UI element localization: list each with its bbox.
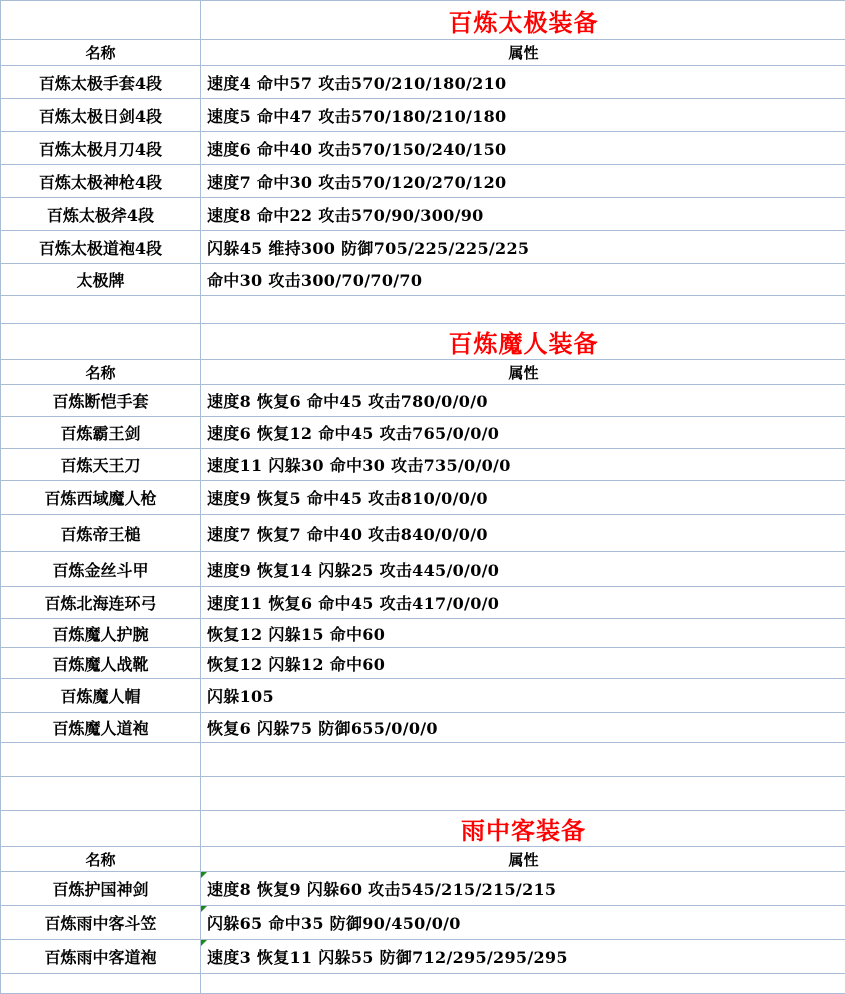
item-name[interactable]: 太极牌 — [1, 264, 201, 296]
header-row — [1, 847, 845, 872]
item-name[interactable]: 百炼太极道袍4段 — [1, 231, 201, 264]
column-header-name[interactable]: 名称 — [1, 847, 201, 872]
column-header-name[interactable]: 名称 — [1, 40, 201, 66]
blank-row — [1, 296, 845, 324]
table-row — [1, 66, 845, 99]
item-name[interactable]: 百炼太极日剑4段 — [1, 99, 201, 132]
table-row — [1, 552, 845, 587]
table-row — [1, 906, 845, 940]
item-name[interactable]: 百炼魔人帽 — [1, 679, 201, 713]
item-attr[interactable]: 速度9 恢复5 命中45 攻击810/0/0/0 — [201, 481, 845, 515]
table-row — [1, 198, 845, 231]
section-title-row — [1, 324, 845, 360]
item-attr[interactable]: 速度3 恢复11 闪躲55 防御712/295/295/295 — [201, 940, 845, 974]
blank-row — [1, 743, 845, 777]
item-name[interactable]: 百炼魔人战靴 — [1, 648, 201, 679]
table-row — [1, 515, 845, 552]
blank-cell[interactable] — [1, 743, 201, 777]
item-attr[interactable]: 速度7 恢复7 命中40 攻击840/0/0/0 — [201, 515, 845, 552]
item-name[interactable]: 百炼雨中客斗笠 — [1, 906, 201, 940]
item-attr[interactable]: 速度8 恢复9 闪躲60 攻击545/215/215/215 — [201, 872, 845, 906]
blank-cell[interactable] — [201, 296, 845, 324]
item-attr[interactable]: 速度6 命中40 攻击570/150/240/150 — [201, 132, 845, 165]
item-name[interactable]: 百炼太极神枪4段 — [1, 165, 201, 198]
item-name[interactable]: 百炼护国神剑 — [1, 872, 201, 906]
section-title-row — [1, 811, 845, 847]
table-row — [1, 713, 845, 743]
item-attr[interactable]: 闪躲65 命中35 防御90/450/0/0 — [201, 906, 845, 940]
item-attr[interactable]: 速度8 恢复6 命中45 攻击780/0/0/0 — [201, 385, 845, 417]
item-attr[interactable]: 闪躲45 维持300 防御705/225/225/225 — [201, 231, 845, 264]
item-attr[interactable]: 速度8 命中22 攻击570/90/300/90 — [201, 198, 845, 231]
item-attr[interactable]: 命中30 攻击300/70/70/70 — [201, 264, 845, 296]
item-name[interactable]: 百炼断恺手套 — [1, 385, 201, 417]
blank-cell[interactable] — [1, 296, 201, 324]
section-title[interactable]: 雨中客装备 — [201, 811, 845, 847]
blank-cell[interactable] — [1, 974, 201, 994]
table-row — [1, 872, 845, 906]
table-row — [1, 231, 845, 264]
item-name[interactable]: 百炼帝王槌 — [1, 515, 201, 552]
column-header-attr[interactable]: 属性 — [201, 40, 845, 66]
table-row — [1, 99, 845, 132]
item-attr[interactable]: 恢复12 闪躲15 命中60 — [201, 619, 845, 648]
item-name[interactable]: 百炼魔人护腕 — [1, 619, 201, 648]
item-attr[interactable]: 速度9 恢复14 闪躲25 攻击445/0/0/0 — [201, 552, 845, 587]
blank-cell[interactable] — [201, 974, 845, 994]
table-row — [1, 619, 845, 648]
blank-cell[interactable] — [1, 1, 201, 40]
item-attr[interactable]: 速度6 恢复12 命中45 攻击765/0/0/0 — [201, 417, 845, 449]
column-header-attr[interactable]: 属性 — [201, 847, 845, 872]
item-name[interactable]: 百炼霸王剑 — [1, 417, 201, 449]
item-name[interactable]: 百炼魔人道袍 — [1, 713, 201, 743]
item-attr[interactable]: 闪躲105 — [201, 679, 845, 713]
blank-row — [1, 777, 845, 811]
blank-cell[interactable] — [1, 324, 201, 360]
item-attr[interactable]: 恢复6 闪躲75 防御655/0/0/0 — [201, 713, 845, 743]
table-row — [1, 385, 845, 417]
blank-cell[interactable] — [1, 811, 201, 847]
blank-row — [1, 974, 845, 994]
table-row — [1, 417, 845, 449]
item-name[interactable]: 百炼西域魔人枪 — [1, 481, 201, 515]
section-title[interactable]: 百炼魔人装备 — [201, 324, 845, 360]
item-name[interactable]: 百炼天王刀 — [1, 449, 201, 481]
column-header-name[interactable]: 名称 — [1, 360, 201, 385]
item-name[interactable]: 百炼太极斧4段 — [1, 198, 201, 231]
table-row — [1, 264, 845, 296]
table-row — [1, 679, 845, 713]
item-attr[interactable]: 速度11 恢复6 命中45 攻击417/0/0/0 — [201, 587, 845, 619]
section-title[interactable]: 百炼太极装备 — [201, 1, 845, 40]
table-row — [1, 165, 845, 198]
blank-cell[interactable] — [201, 777, 845, 811]
table-row — [1, 587, 845, 619]
header-row — [1, 40, 845, 66]
table-row — [1, 481, 845, 515]
item-name[interactable]: 百炼太极月刀4段 — [1, 132, 201, 165]
item-attr[interactable]: 恢复12 闪躲12 命中60 — [201, 648, 845, 679]
blank-cell[interactable] — [201, 743, 845, 777]
table-row — [1, 132, 845, 165]
item-attr[interactable]: 速度11 闪躲30 命中30 攻击735/0/0/0 — [201, 449, 845, 481]
blank-cell[interactable] — [1, 777, 201, 811]
header-row — [1, 360, 845, 385]
table-row — [1, 940, 845, 974]
item-name[interactable]: 百炼太极手套4段 — [1, 66, 201, 99]
table-row — [1, 648, 845, 679]
item-name[interactable]: 百炼北海连环弓 — [1, 587, 201, 619]
item-attr[interactable]: 速度4 命中57 攻击570/210/180/210 — [201, 66, 845, 99]
table-row — [1, 449, 845, 481]
item-attr[interactable]: 速度7 命中30 攻击570/120/270/120 — [201, 165, 845, 198]
column-header-attr[interactable]: 属性 — [201, 360, 845, 385]
item-attr[interactable]: 速度5 命中47 攻击570/180/210/180 — [201, 99, 845, 132]
item-name[interactable]: 百炼雨中客道袍 — [1, 940, 201, 974]
section-title-row — [1, 1, 845, 40]
item-name[interactable]: 百炼金丝斗甲 — [1, 552, 201, 587]
